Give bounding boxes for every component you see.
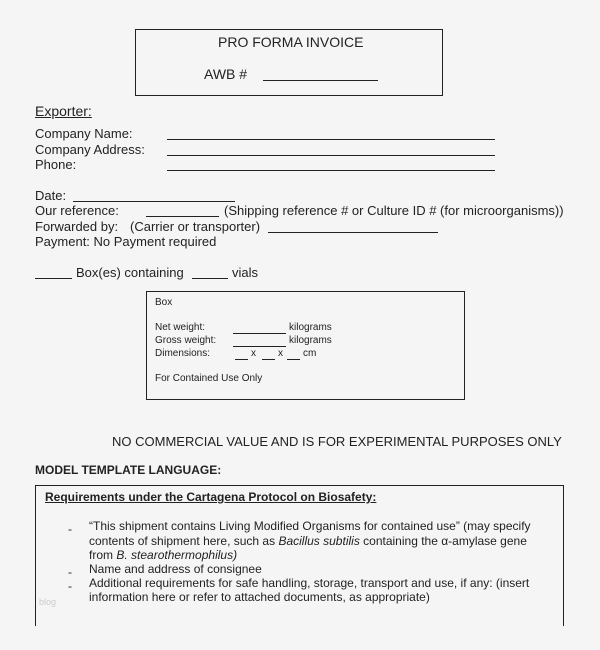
net-weight-field[interactable] <box>233 333 286 334</box>
contained-use-note: For Contained Use Only <box>155 373 263 384</box>
box-title: Box <box>155 297 173 308</box>
bullet: - <box>68 565 72 579</box>
net-weight-unit: kilograms <box>289 322 332 333</box>
reference-note: (Shipping reference # or Culture ID # (for microorganisms)) <box>224 203 564 218</box>
phone-field[interactable] <box>167 170 495 171</box>
dimension-width-field[interactable] <box>262 359 275 360</box>
box-label <box>146 291 465 400</box>
text: contents of shipment here, such as <box>89 534 279 548</box>
dimension-length-field[interactable] <box>235 359 248 360</box>
item2: Name and address of consignee <box>89 562 262 576</box>
gross-weight-unit: kilograms <box>289 335 332 346</box>
date-field[interactable] <box>73 201 235 202</box>
forwarded-by-label: Forwarded by: <box>35 219 119 234</box>
forwarded-note: (Carrier or transporter) <box>130 219 261 234</box>
bullet: - <box>68 522 72 536</box>
item3-line2: information here or refer to attached documents, as appropriate) <box>89 590 430 604</box>
gross-weight-field[interactable] <box>233 346 286 347</box>
company-name-label: Company Name: <box>35 126 133 141</box>
dimensions-label: Dimensions: <box>155 348 211 359</box>
commercial-notice: NO COMMERCIAL VALUE AND IS FOR EXPERIMENTAL PURPOSES ONLY <box>112 434 562 449</box>
times-sign: x <box>251 348 256 359</box>
model-heading: MODEL TEMPLATE LANGUAGE: <box>35 463 222 477</box>
times-sign: x <box>278 348 283 359</box>
forwarded-by-field[interactable] <box>268 232 438 233</box>
awb-field[interactable] <box>263 80 378 81</box>
text: from <box>89 548 117 562</box>
company-address-field[interactable] <box>167 155 495 156</box>
gross-weight-label: Gross weight: <box>155 335 217 346</box>
item1-line3 <box>89 548 237 562</box>
title-box <box>135 29 443 96</box>
net-weight-label: Net weight: <box>155 322 206 333</box>
our-reference-field[interactable] <box>146 216 219 217</box>
exporter-heading: Exporter: <box>35 103 92 119</box>
invoice-title: PRO FORMA INVOICE <box>218 34 364 50</box>
requirements-box <box>35 485 564 626</box>
awb-label: AWB # <box>204 66 248 82</box>
company-address-label: Company Address: <box>35 142 145 157</box>
watermark: blog <box>39 597 57 607</box>
boxes-label: Box(es) containing <box>76 265 184 280</box>
requirements-heading: Requirements under the Cartagena Protocol on Biosafety: <box>45 490 377 504</box>
date-label: Date: <box>35 188 67 203</box>
organism-name: B. stearothermophilus) <box>116 548 238 562</box>
phone-label: Phone: <box>35 157 77 172</box>
organism-name: Bacillus subtilis <box>278 534 360 548</box>
text: containing the α-amylase gene <box>359 534 527 548</box>
vial-count-field[interactable] <box>192 278 228 279</box>
item1-line2 <box>89 534 527 548</box>
dimension-unit: cm <box>303 348 317 359</box>
item1-line1: “This shipment contains Living Modified Organisms for contained use” (may specify <box>89 519 531 533</box>
payment-line: Payment: No Payment required <box>35 234 217 249</box>
bullet: - <box>68 579 72 593</box>
item3-line1: Additional requirements for safe handling, storage, transport and use, if any: (insert <box>89 576 530 590</box>
our-reference-label: Our reference: <box>35 203 119 218</box>
box-count-field[interactable] <box>35 278 72 279</box>
company-name-field[interactable] <box>167 139 495 140</box>
vials-label: vials <box>232 265 259 280</box>
dimension-height-field[interactable] <box>287 359 300 360</box>
